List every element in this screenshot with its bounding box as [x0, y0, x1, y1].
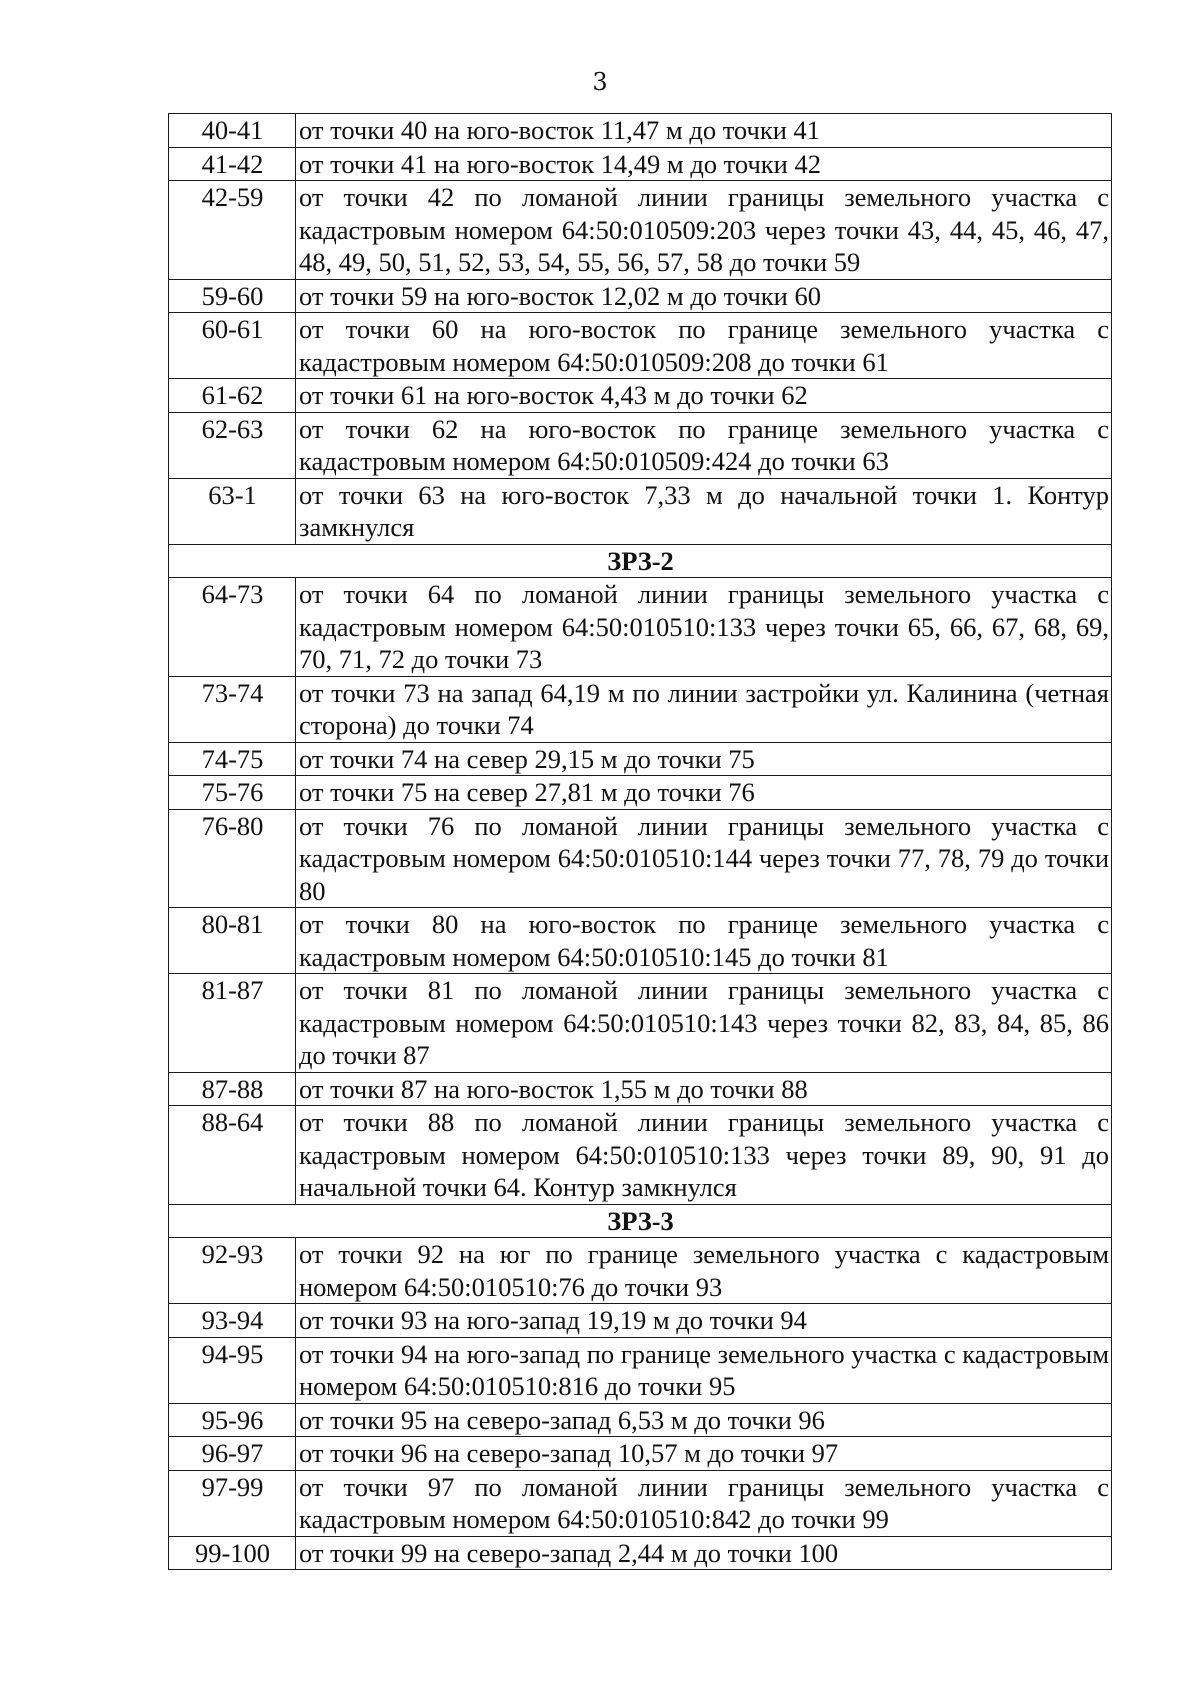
description-cell: от точки 96 на северо-запад 10,57 м до точки 97	[296, 1437, 1112, 1471]
section-header-row	[169, 544, 1112, 578]
table-row	[169, 1470, 1112, 1536]
description-cell: от точки 94 на юго-запад по границе земельного участка с кадастровым номером 64:50:010510:816 до точки 95	[296, 1337, 1112, 1403]
table-row	[169, 776, 1112, 810]
table-row	[169, 1072, 1112, 1106]
table-row	[169, 313, 1112, 379]
segment-cell: 60-61	[169, 313, 296, 379]
table-row	[169, 147, 1112, 181]
description-cell: от точки 99 на северо-запад 2,44 м до точки 100	[296, 1536, 1112, 1570]
table-row	[169, 676, 1112, 742]
table-row	[169, 1536, 1112, 1570]
segment-cell: 74-75	[169, 742, 296, 776]
segment-cell: 93-94	[169, 1304, 296, 1338]
description-cell: от точки 59 на юго-восток 12,02 м до точки 60	[296, 279, 1112, 313]
table-row	[169, 908, 1112, 974]
table-row	[169, 809, 1112, 908]
table-row	[169, 181, 1112, 280]
segment-cell: 92-93	[169, 1238, 296, 1304]
segment-cell: 76-80	[169, 809, 296, 908]
segment-cell: 96-97	[169, 1437, 296, 1471]
segment-cell: 41-42	[169, 147, 296, 181]
description-cell: от точки 42 по ломаной линии границы земельного участка с кадастровым номером 64:50:010509:203 через точки 43, 44, 45, 46, 47, 48, 49, 50, 51, 52, 53, 54, 55, 56, 57, 58 до точки 59	[296, 181, 1112, 280]
boundary-description-table	[168, 113, 1112, 1570]
segment-cell: 42-59	[169, 181, 296, 280]
description-cell: от точки 95 на северо-запад 6,53 м до точки 96	[296, 1403, 1112, 1437]
section-title: ЗРЗ-3	[169, 1204, 1112, 1238]
table-row	[169, 1106, 1112, 1205]
table-row	[169, 1437, 1112, 1471]
table-row	[169, 1304, 1112, 1338]
table-row	[169, 1337, 1112, 1403]
segment-cell: 73-74	[169, 676, 296, 742]
table-row	[169, 279, 1112, 313]
table-row	[169, 379, 1112, 413]
description-cell: от точки 41 на юго-восток 14,49 м до точки 42	[296, 147, 1112, 181]
segment-cell: 80-81	[169, 908, 296, 974]
table-row	[169, 412, 1112, 478]
description-cell: от точки 60 на юго-восток по границе земельного участка с кадастровым номером 64:50:010509:208 до точки 61	[296, 313, 1112, 379]
description-cell: от точки 76 по ломаной линии границы земельного участка с кадастровым номером 64:50:010510:144 через точки 77, 78, 79 до точки 80	[296, 809, 1112, 908]
description-cell: от точки 63 на юго-восток 7,33 м до начальной точки 1. Контур замкнулся	[296, 478, 1112, 544]
table-row	[169, 478, 1112, 544]
description-cell: от точки 74 на север 29,15 м до точки 75	[296, 742, 1112, 776]
description-cell: от точки 75 на север 27,81 м до точки 76	[296, 776, 1112, 810]
table-row	[169, 1403, 1112, 1437]
table-row	[169, 578, 1112, 677]
segment-cell: 62-63	[169, 412, 296, 478]
description-cell: от точки 80 на юго-восток по границе земельного участка с кадастровым номером 64:50:010510:145 до точки 81	[296, 908, 1112, 974]
segment-cell: 59-60	[169, 279, 296, 313]
segment-cell: 94-95	[169, 1337, 296, 1403]
table-row	[169, 974, 1112, 1073]
description-cell: от точки 81 по ломаной линии границы земельного участка с кадастровым номером 64:50:010510:143 через точки 82, 83, 84, 85, 86 до точки 87	[296, 974, 1112, 1073]
description-cell: от точки 88 по ломаной линии границы земельного участка с кадастровым номером 64:50:010510:133 через точки 89, 90, 91 до начальной точки 64. Контур замкнулся	[296, 1106, 1112, 1205]
segment-cell: 87-88	[169, 1072, 296, 1106]
description-cell: от точки 62 на юго-восток по границе земельного участка с кадастровым номером 64:50:010509:424 до точки 63	[296, 412, 1112, 478]
segment-cell: 40-41	[169, 114, 296, 148]
description-cell: от точки 40 на юго-восток 11,47 м до точки 41	[296, 114, 1112, 148]
description-cell: от точки 97 по ломаной линии границы земельного участка с кадастровым номером 64:50:010510:842 до точки 99	[296, 1470, 1112, 1536]
description-cell: от точки 64 по ломаной линии границы земельного участка с кадастровым номером 64:50:010510:133 через точки 65, 66, 67, 68, 69, 70, 71, 72 до точки 73	[296, 578, 1112, 677]
description-cell: от точки 87 на юго-восток 1,55 м до точки 88	[296, 1072, 1112, 1106]
description-cell: от точки 73 на запад 64,19 м по линии застройки ул. Калинина (четная сторона) до точки 74	[296, 676, 1112, 742]
table-row	[169, 114, 1112, 148]
table-row	[169, 1238, 1112, 1304]
segment-cell: 63-1	[169, 478, 296, 544]
segment-cell: 75-76	[169, 776, 296, 810]
description-cell: от точки 93 на юго-запад 19,19 м до точки 94	[296, 1304, 1112, 1338]
segment-cell: 97-99	[169, 1470, 296, 1536]
description-cell: от точки 61 на юго-восток 4,43 м до точки 62	[296, 379, 1112, 413]
segment-cell: 81-87	[169, 974, 296, 1073]
section-title: ЗРЗ-2	[169, 544, 1112, 578]
segment-cell: 61-62	[169, 379, 296, 413]
segment-cell: 64-73	[169, 578, 296, 677]
page-number: 3	[592, 68, 608, 96]
table-row	[169, 742, 1112, 776]
section-header-row	[169, 1204, 1112, 1238]
segment-cell: 88-64	[169, 1106, 296, 1205]
segment-cell: 99-100	[169, 1536, 296, 1570]
segment-cell: 95-96	[169, 1403, 296, 1437]
description-cell: от точки 92 на юг по границе земельного участка с кадастровым номером 64:50:010510:76 до точки 93	[296, 1238, 1112, 1304]
table-body	[169, 114, 1112, 1570]
